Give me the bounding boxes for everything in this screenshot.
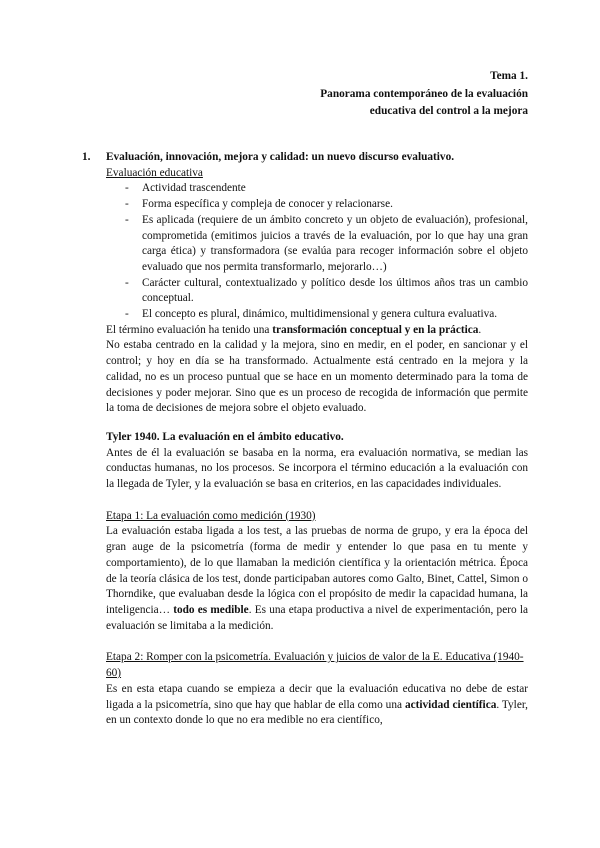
etapa-1-paragraph	[106, 524, 528, 634]
bullet-item	[125, 181, 528, 197]
emphasis-text: actividad científica	[404, 698, 497, 711]
bullet-text: Carácter cultural, contextualizado y político desde los últimos años tras un cambio conceptual.	[142, 276, 528, 305]
section-1-subtitle: Evaluación educativa	[106, 166, 203, 179]
paragraph-text: . Tyler, en un contexto donde lo que no era medible no era científico,	[106, 698, 528, 727]
bullet-dash: -	[125, 198, 129, 211]
bullet-dash: -	[125, 276, 129, 289]
bullet-text: Forma específica y compleja de conocer y relacionarse.	[142, 198, 393, 211]
bullet-text: El concepto es plural, dinámico, multidimensional y genera cultura evaluativa.	[142, 308, 498, 321]
paragraph-text: El término evaluación ha tenido una	[106, 323, 273, 336]
section-1-paragraph-1	[106, 323, 528, 339]
bullet-text: Actividad trascendente	[142, 182, 246, 195]
emphasis-text: transformación conceptual y en la práctica	[272, 323, 479, 336]
paragraph-text: Es en esta etapa cuando se empieza a decir que la evaluación educativa no debe de estar ligada a la psicometría, sino que hay que hablar de ella como una	[106, 682, 528, 711]
bullet-item	[125, 197, 528, 213]
document-header	[228, 68, 528, 121]
paragraph-text: .	[478, 323, 482, 336]
evaluation-bullet-list	[106, 181, 528, 322]
bullet-dash: -	[125, 308, 129, 321]
bullet-item	[125, 213, 528, 276]
bullet-dash: -	[125, 182, 129, 195]
etapa-2-paragraph	[106, 682, 528, 729]
paragraph-text: . Es una etapa productiva a nivel de experimentación, pero la evaluación se limitaba a la medición.	[106, 603, 528, 632]
tyler-title: Tyler 1940. La evaluación en el ámbito educativo.	[106, 430, 344, 443]
bullet-item	[125, 307, 528, 323]
paragraph-text: La evaluación estaba ligada a los test, a las pruebas de norma de grupo, y era la época del gran auge de la psicometría (forma de medir y entender lo que pasa en tu mente y comportamiento), de lo que llamaban la medición científica y la orientación métrica. Época de la teoría clásica de los test, donde participaban autores como Galto, Binet, Cattel, Simon o Thorndike, que evaluaban desde la lógica con el propósito de medir la capacidad humana, la inteligencia…	[106, 525, 528, 616]
section-1-paragraph-2: No estaba centrado en la calidad y la mejora, sino en medir, en el poder, en sancionar y el control; y hoy en día se ha transformado. Actualmente está centrado en la mejora y la calidad, no es un proceso puntual que se hace en un momento determinado para la toma de decisiones y poder mejorar. Sino que es un proceso de recogida de información que permite la toma de decisiones de mejora sobre el objeto evaluado.	[106, 339, 528, 415]
bullet-dash: -	[125, 213, 129, 226]
section-1-heading	[82, 150, 528, 166]
header-title-line-1: Panorama contemporáneo de la evaluación	[320, 87, 528, 100]
document-body	[82, 150, 528, 729]
header-title-line-2: educativa del control a la mejora	[369, 105, 528, 117]
etapa-1-heading: Etapa 1: La evaluación como medición (1930)	[106, 509, 316, 522]
tyler-paragraph: Antes de él la evaluación se basaba en la norma, era evaluación normativa, se median las conductas humanas, no los procesos. Se incorpora el término educación a la evaluación con la llegada de Tyler, y la evaluación se basa en criterios, en las capacidades individuales.	[106, 446, 528, 491]
section-1-number: 1.	[82, 151, 91, 163]
header-topic-number: Tema 1.	[490, 70, 528, 82]
etapa-2-heading: Etapa 2: Romper con la psicometría. Evaluación y juicios de valor de la E. Educativa (1940-60)	[106, 651, 524, 680]
tyler-heading	[106, 430, 528, 446]
section-1-title: Evaluación, innovación, mejora y calidad: un nuevo discurso evaluativo.	[106, 151, 455, 163]
bullet-text: Es aplicada (requiere de un ámbito concreto y un objeto de evaluación), profesional, comprometida (emitimos juicios a través de la evaluación, por lo que hay una gran carga ética) y transformadora (se evalúa para recoger información sobre el objeto evaluado que nos permita transformarlo, mejorarlo…)	[142, 213, 528, 273]
bullet-item	[125, 276, 528, 307]
emphasis-text: todo es medible	[173, 603, 249, 616]
